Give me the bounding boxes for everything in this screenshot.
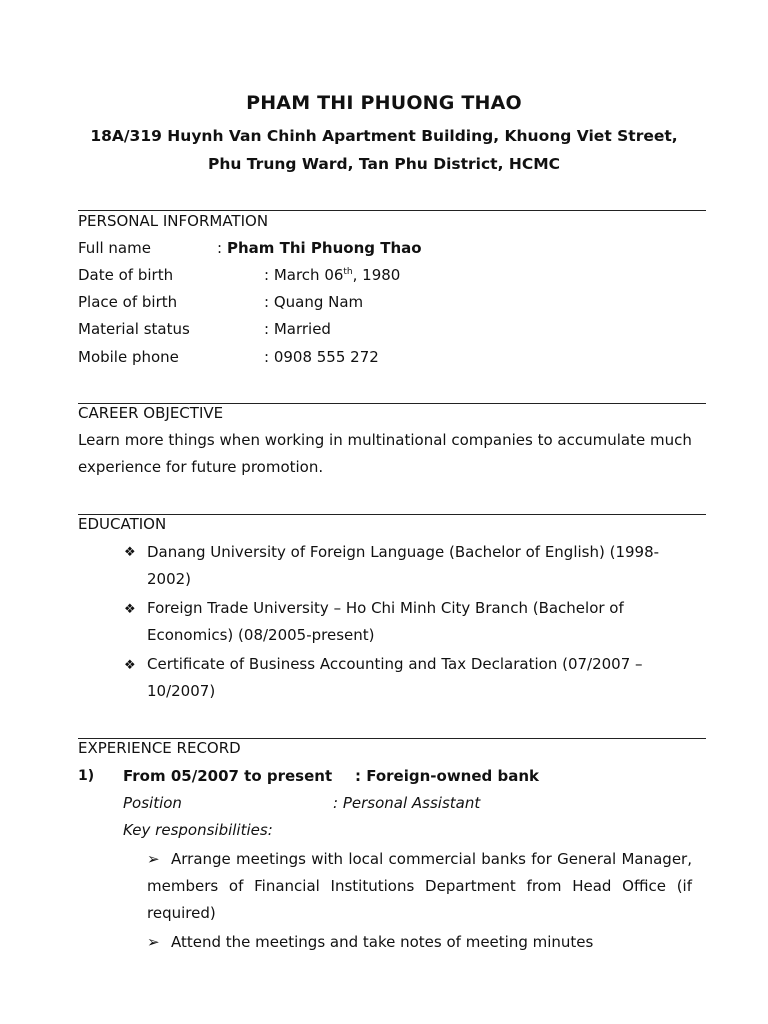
entry-number: 1) bbox=[78, 768, 95, 784]
address-line-2: Phu Trung Ward, Tan Phu District, HCMC bbox=[207, 155, 561, 173]
dob-ordinal: th bbox=[343, 267, 353, 277]
personal-info-heading: PERSONAL INFORMATION bbox=[78, 212, 269, 230]
dob-suffix: , 1980 bbox=[352, 266, 401, 284]
mobile-phone-label: Mobile phone bbox=[78, 348, 179, 366]
full-name-separator: : bbox=[217, 239, 223, 257]
education-item: Danang University of Foreign Language (Bachelor of English) (1998-2002) bbox=[147, 543, 660, 588]
education-item: Foreign Trade University – Ho Chi Minh City Branch (Bachelor of Economics) (08/2005-present) bbox=[147, 599, 624, 644]
education-item: Certificate of Business Accounting and Tax Declaration (07/2007 – 10/2007) bbox=[147, 655, 643, 700]
responsibility-item: Attend the meetings and take notes of meeting minutes bbox=[171, 933, 594, 951]
applicant-name: PHAM THI PHUONG THAO bbox=[246, 92, 522, 114]
pob-label: Place of birth bbox=[78, 293, 178, 311]
pob-value: : Quang Nam bbox=[264, 293, 364, 311]
dob-value bbox=[264, 266, 400, 284]
position-label: Position bbox=[123, 794, 182, 812]
arrow-bullet-icon: ➢ bbox=[147, 850, 160, 868]
entry-employer: : Foreign-owned bank bbox=[355, 767, 540, 785]
responsibility-item: Arrange meetings with local commercial banks for General Manager, members of Financial Institutions Department from Head Office (if required) bbox=[147, 850, 692, 922]
mobile-phone-value: : 0908 555 272 bbox=[264, 348, 379, 366]
education-heading: EDUCATION bbox=[78, 515, 167, 533]
full-name-value: Pham Thi Phuong Thao bbox=[227, 239, 422, 257]
dob-label: Date of birth bbox=[78, 266, 174, 284]
key-responsibilities-label: Key responsibilities: bbox=[123, 821, 273, 839]
dob-prefix: : March 06 bbox=[264, 266, 344, 284]
address-line-1: 18A/319 Huynh Van Chinh Apartment Building, Khuong Viet Street, bbox=[90, 127, 678, 145]
section-rule bbox=[78, 210, 706, 211]
marital-status-label: Material status bbox=[78, 320, 190, 338]
diamond-bullet-icon: ❖ bbox=[124, 602, 136, 617]
section-rule bbox=[78, 514, 706, 515]
entry-period: From 05/2007 to present bbox=[123, 767, 333, 785]
marital-status-value: : Married bbox=[264, 320, 331, 338]
full-name-label: Full name bbox=[78, 239, 151, 257]
diamond-bullet-icon: ❖ bbox=[124, 658, 136, 673]
arrow-bullet-icon: ➢ bbox=[147, 933, 160, 951]
career-objective-heading: CAREER OBJECTIVE bbox=[78, 404, 224, 422]
experience-heading: EXPERIENCE RECORD bbox=[78, 739, 241, 757]
diamond-bullet-icon: ❖ bbox=[124, 545, 136, 560]
career-objective-text: Learn more things when working in multinational companies to accumulate much experience for future promotion. bbox=[78, 431, 692, 476]
position-value: : Personal Assistant bbox=[333, 794, 481, 812]
